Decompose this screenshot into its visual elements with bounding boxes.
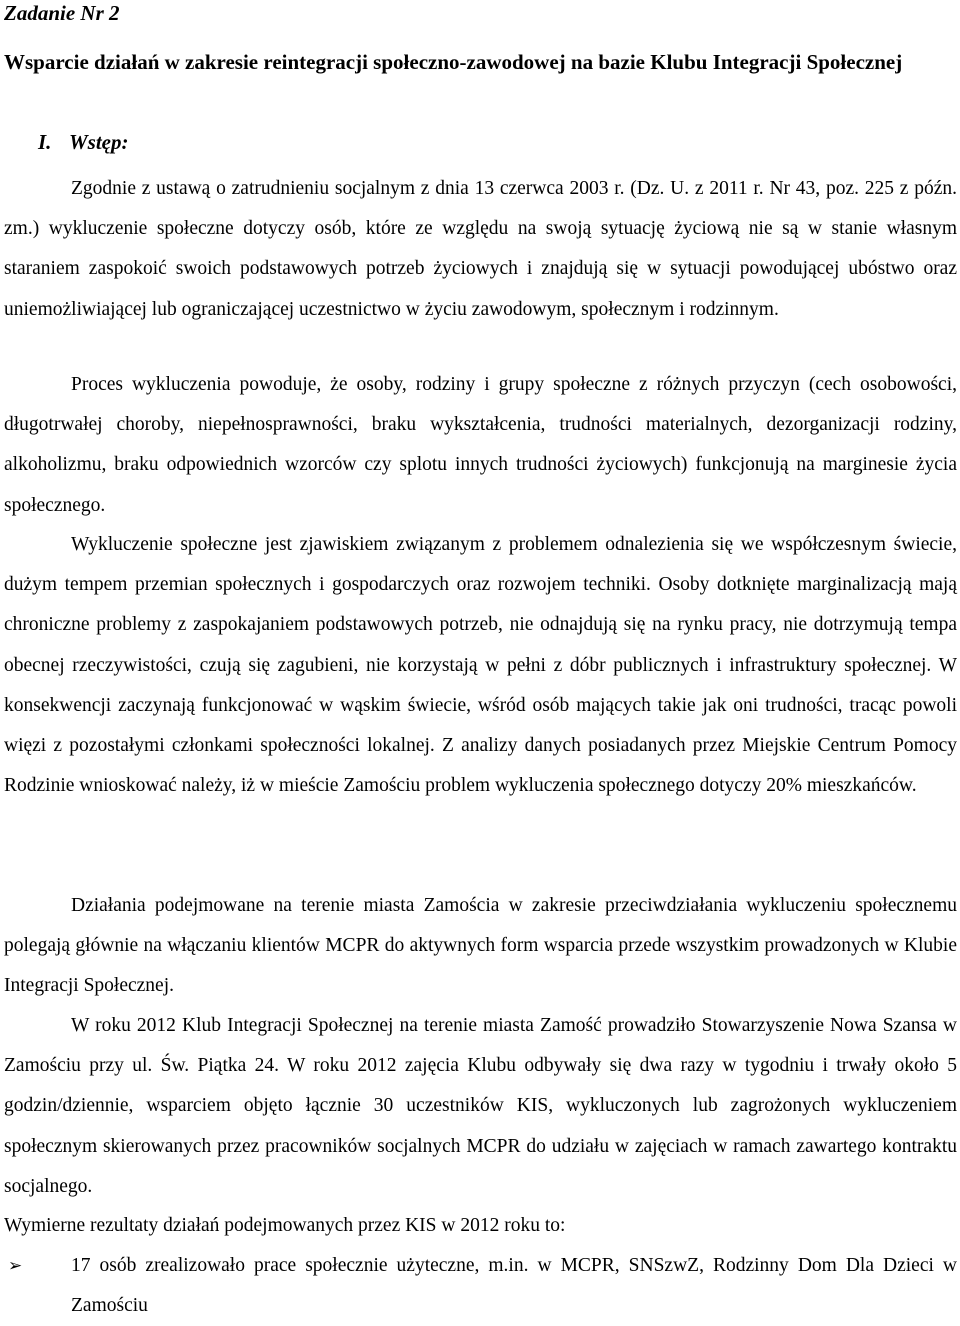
arrow-bullet-icon: ➢ — [8, 1256, 23, 1275]
list-item-text: 17 osób zrealizowało prace społecznie użyteczne, m.in. w MCPR, SNSzwZ, Rodzinny Dom Dla Dzieci w Zamościu — [71, 1255, 957, 1317]
section-number: I. — [38, 130, 52, 154]
paragraph-3: Wykluczenie społeczne jest zjawiskiem związanym z problemem odnalezienia się we współczesnym świecie, dużym tempem przemian społecznych i gospodarczych oraz rozwojem techniki. Osoby dotknięte marginalizacją mają chroniczne problemy z zaspokajaniem podstawowych potrzeb, nie odnajdują się na rynku pracy, nie dotrzymują tempa obecnej rzeczywistości, czują się zagubieni, nie korzystają w pełni z dóbr publicznych i infrastruktury społecznej. W konsekwencji zaczynają funkcjonować w wąskim świecie, wśród osób mających takie jak oni trudności, tracąc powoli więzi z pozostałymi członkami społeczności lokalnej. Z analizy danych posiadanych przez Miejskie Centrum Pomocy Rodzinie wnioskować należy, iż w mieście Zamościu problem wykluczenia społecznego dotyczy 20% mieszkańców. — [4, 534, 957, 797]
section-label: Wstęp: — [69, 130, 129, 154]
list-item — [4, 1246, 957, 1326]
paragraph-1: Zgodnie z ustawą o zatrudnieniu socjalnym z dnia 13 czerwca 2003 r. (Dz. U. z 2011 r. Nr 43, poz. 225 z późn. zm.) wykluczenie społeczne dotyczy osób, które ze względu na swoją sytuację życiową nie są w stanie własnym staraniem zaspokoić swoich podstawowych potrzeb życiowych i znajdują się w sytuacji powodującej ubóstwo oraz uniemożliwiającej lub ograniczającej uczestnictwo w życiu zawodowym, społecznym i rodzinnym. — [4, 178, 957, 320]
task-heading: Zadanie Nr 2 — [4, 1, 120, 25]
document-title: Wsparcie działań w zakresie reintegracji społeczno-zawodowej na bazie Klubu Integracji Społecznej — [4, 50, 903, 74]
paragraph-5: W roku 2012 Klub Integracji Społecznej na terenie miasta Zamość prowadziło Stowarzyszenie Nowa Szansa w Zamościu przy ul. Św. Piątka 24. W roku 2012 zajęcia Klubu odbywały się dwa razy w tygodniu i trwały około 5 godzin/dziennie, wsparciem objęto łącznie 30 uczestników KIS, wykluczonych lub zagrożonych wykluczeniem społecznym skierowanych przez pracowników socjalnych MCPR do udziału w zajęciach w ramach zawartego kontraktu socjalnego. — [4, 1015, 957, 1197]
paragraph-2: Proces wykluczenia powoduje, że osoby, rodziny i grupy społeczne z różnych przyczyn (cech osobowości, długotrwałej choroby, niepełnosprawności, braku wykształcenia, trudności materialnych, dezorganizacji rodziny, alkoholizmu, braku odpowiednich wzorców czy splotu innych trudności życiowych) funkcjonują na marginesie życia społecznego. — [4, 374, 957, 516]
section-heading — [38, 129, 129, 155]
paragraph-4: Działania podejmowane na terenie miasta Zamościa w zakresie przeciwdziałania wykluczeniu społecznemu polegają głównie na włączaniu klientów MCPR do aktywnych form wsparcia przede wszystkim prowadzonych w Klubie Integracji Społecznej. — [4, 895, 957, 997]
paragraph-6: Wymierne rezultaty działań podejmowanych przez KIS w 2012 roku to: — [4, 1215, 566, 1236]
results-list — [4, 1246, 957, 1326]
